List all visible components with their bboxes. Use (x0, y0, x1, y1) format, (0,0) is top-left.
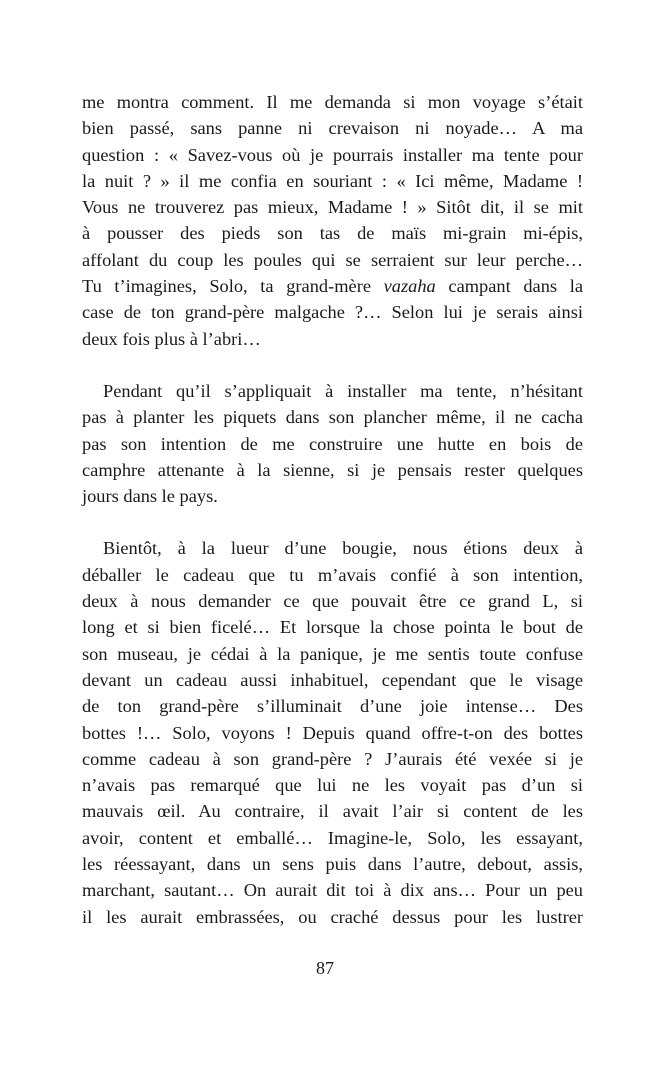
italic-word: vazaha (383, 276, 436, 297)
text-line: n’avais pas remarqué que lui ne les voyait pas d’un si (82, 775, 583, 796)
page-number: 87 (316, 958, 334, 978)
text-line: Vous ne trouverez pas mieux, Madame ! » Sitôt dit, il se mit (82, 197, 583, 218)
paragraph-1 (82, 89, 583, 352)
text-line: jours dans le pays. (82, 486, 218, 507)
text-line: bien passé, sans panne ni crevaison ni noyade… A ma (82, 118, 583, 139)
text-line: Bientôt, à la lueur d’une bougie, nous étions deux à (103, 538, 583, 559)
text-line: il les aurait embrassées, ou craché dessus pour les lustrer (82, 906, 583, 927)
text-line: la nuit ? » il me confia en souriant : « Ici même, Madame ! (82, 170, 583, 191)
text-line: marchant, sautant… On aurait dit toi à dix ans… Pour un peu (82, 880, 583, 901)
text-line: camphre attenante à la sienne, si je pensais rester quelques (82, 459, 583, 480)
text-line: les réessayant, dans un sens puis dans l’autre, debout, assis, (82, 854, 583, 875)
text-line: bottes !… Solo, voyons ! Depuis quand offre-t-on des bottes (82, 722, 583, 743)
text-line: mauvais œil. Au contraire, il avait l’air si content de les (82, 801, 583, 822)
text-line: avoir, content et emballé… Imagine-le, Solo, les essayant, (82, 827, 583, 848)
text-line: pas à planter les piquets dans son plancher même, il ne cacha (82, 407, 583, 428)
text-line: à pousser des pieds son tas de maïs mi-grain mi-épis, (82, 223, 583, 244)
text-line: me montra comment. Il me demanda si mon voyage s’était (82, 92, 583, 112)
text-line: long et si bien ficelé… Et lorsque la chose pointa le bout de (82, 617, 583, 638)
text-line: de ton grand-père s’illuminait d’une joie intense… Des (82, 696, 583, 717)
text-line: deux à nous demander ce que pouvait être ce grand L, si (82, 591, 583, 612)
text-line: question : « Savez-vous où je pourrais installer ma tente pour (82, 144, 583, 165)
text-line: case de ton grand-père malgache ?… Selon lui je serais ainsi (82, 302, 583, 323)
text-line: pas son intention de me construire une hutte en bois de (82, 433, 583, 454)
text-line: devant un cadeau aussi inhabituel, cependant que le visage (82, 669, 583, 690)
page-body (82, 89, 583, 930)
paragraph-2 (82, 378, 583, 509)
text-line-with-italic: Tu t’imagines, Solo, ta grand-mère vazaha campant dans la (82, 276, 583, 297)
text-line: déballer le cadeau que tu m’avais confié à son intention, (82, 564, 583, 585)
text-line: deux fois plus à l’abri… (82, 328, 261, 349)
paragraph-3 (82, 535, 583, 929)
text-line: son museau, je cédai à la panique, je me sentis toute confuse (82, 643, 583, 664)
text-line: comme cadeau à son grand-père ? J’aurais été vexée si je (82, 748, 583, 769)
text-line: affolant du coup les poules qui se serraient sur leur perche… (82, 249, 583, 270)
text-line: Pendant qu’il s’appliquait à installer ma tente, n’hésitant (103, 380, 583, 401)
